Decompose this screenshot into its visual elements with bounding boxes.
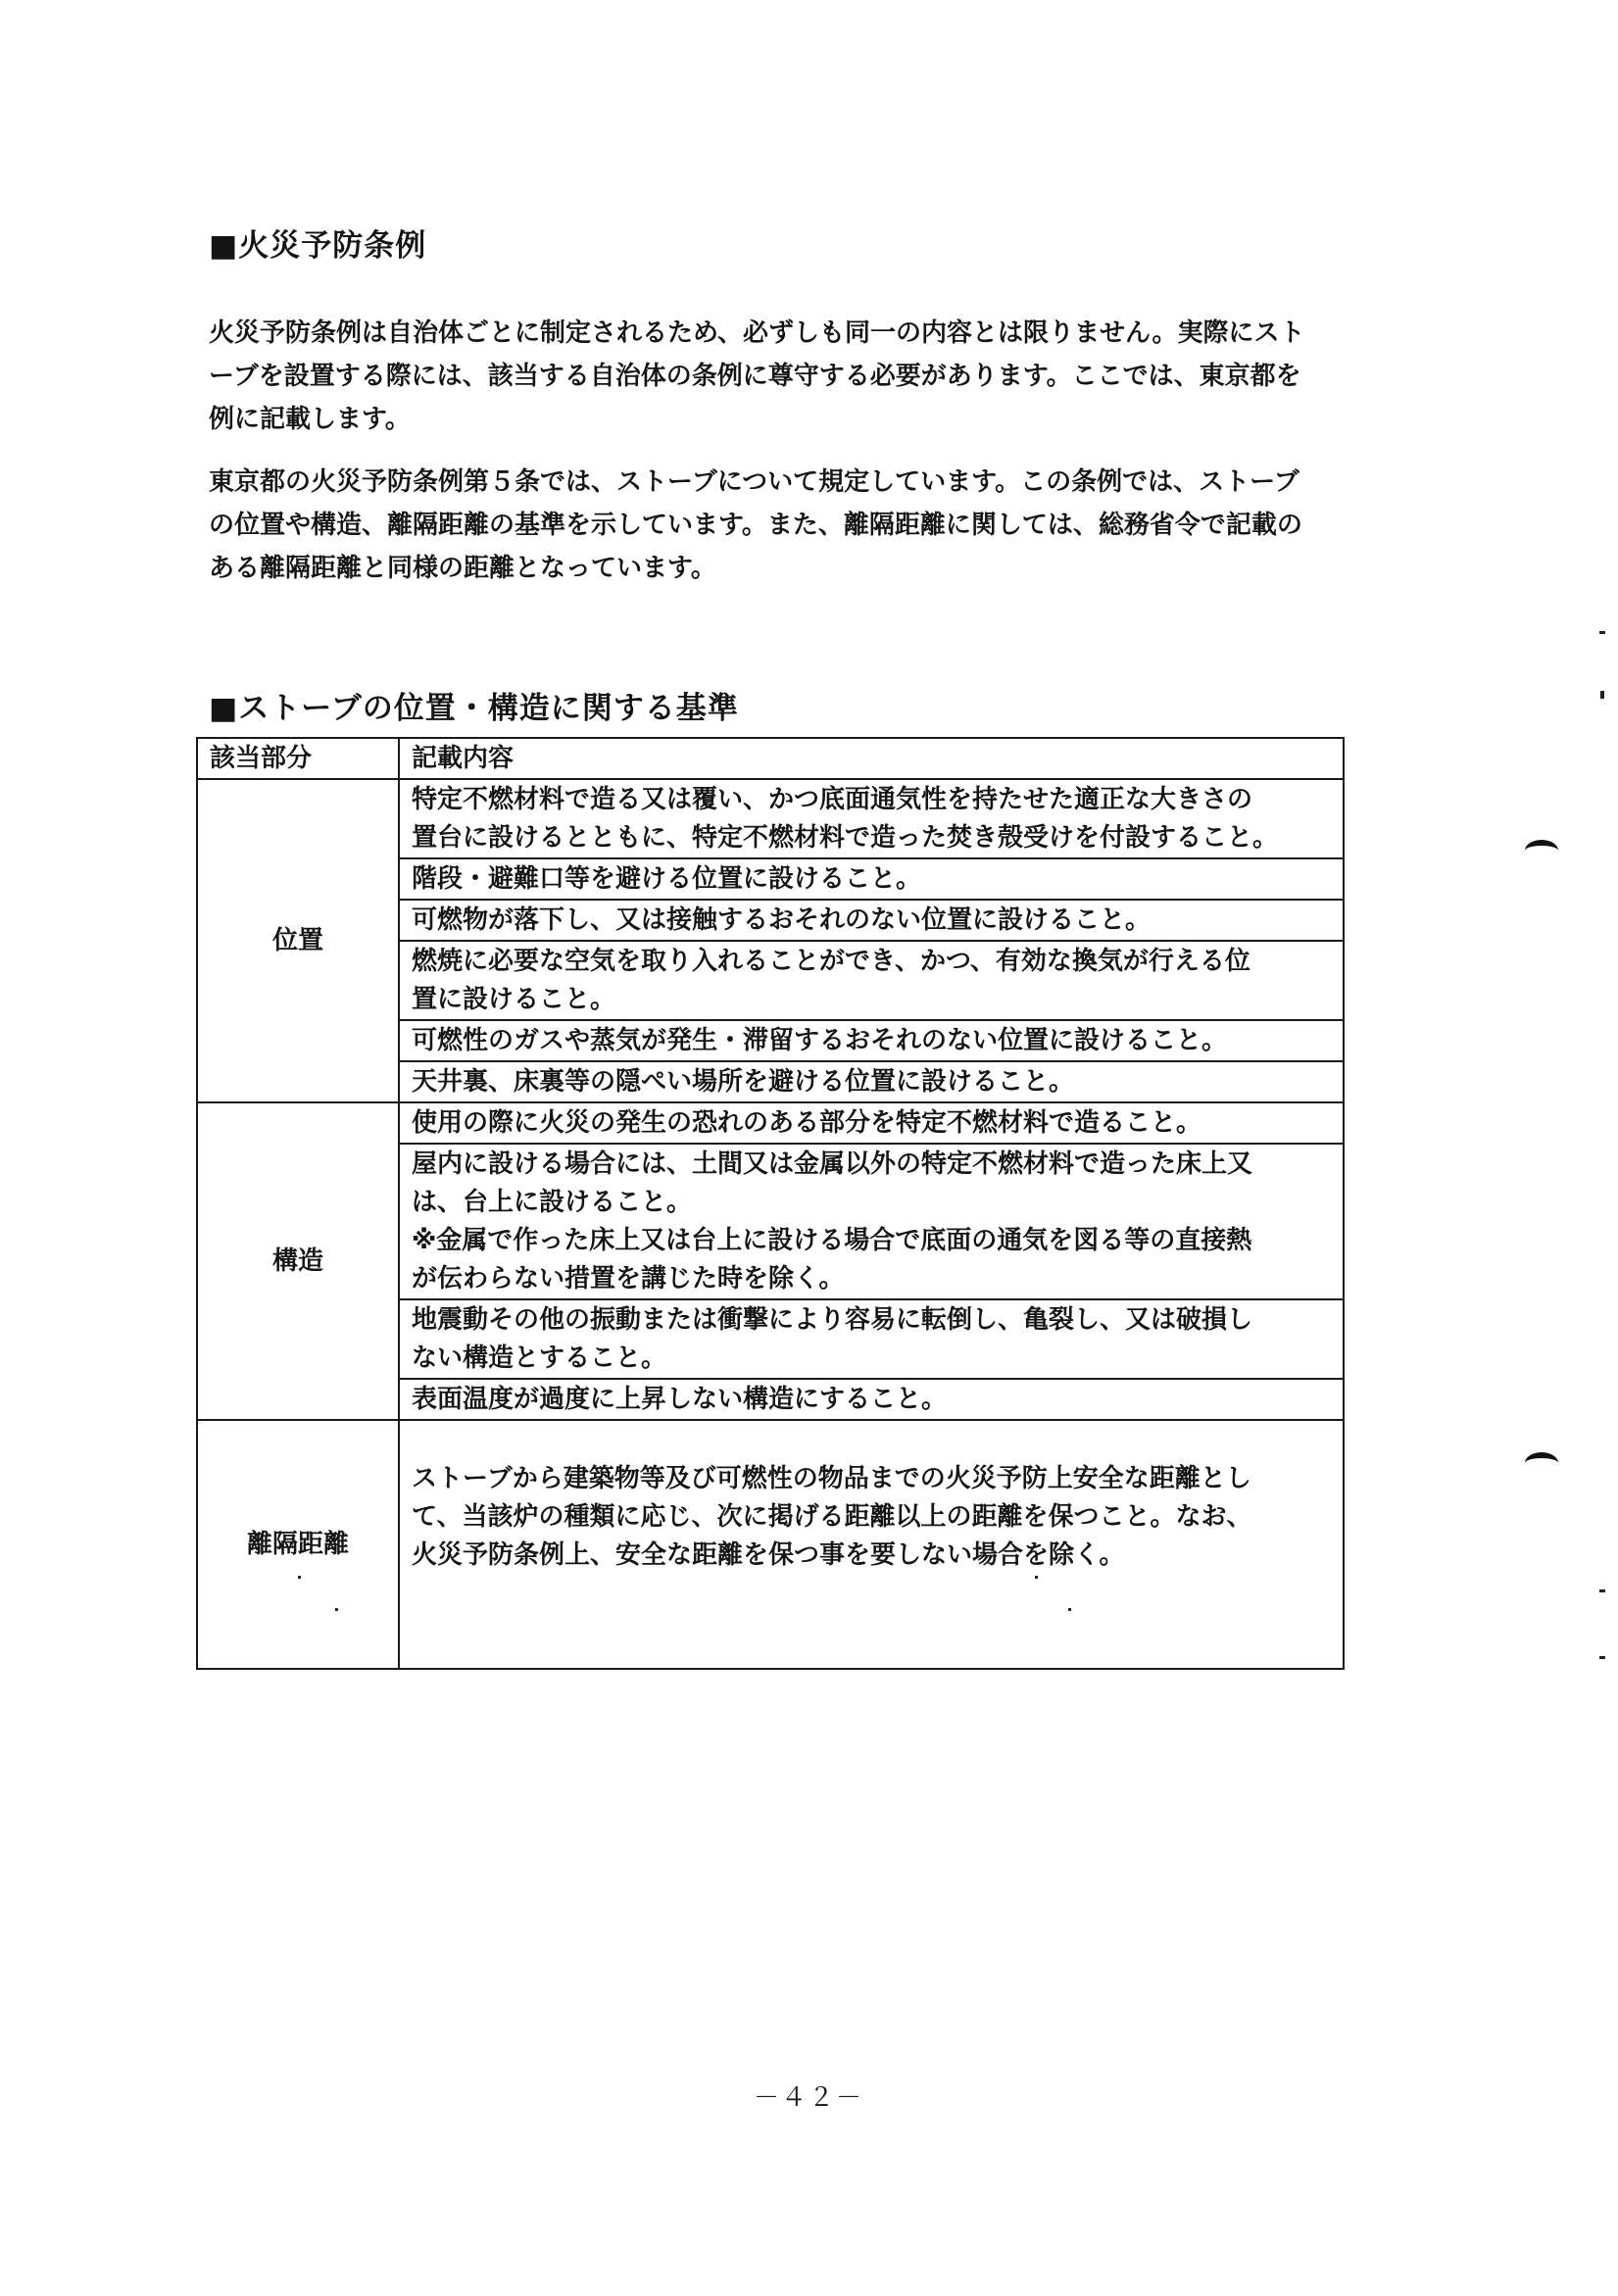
- criteria-table: [196, 737, 1345, 1670]
- item-line: 火災予防条例上、安全な距離を保つ事を要しない場合を除く。: [412, 1540, 1125, 1570]
- item-line: 地震動その他の振動または衝撃により容易に転倒し、亀裂し、又は破損し: [412, 1305, 1253, 1335]
- scan-artifact-dot: [1600, 691, 1604, 699]
- scan-artifact-dot: [335, 1608, 338, 1611]
- part-cell-structure: 構造: [197, 1102, 399, 1420]
- item-line: は、台上に設けること。: [412, 1188, 693, 1217]
- scan-artifact-dot: [298, 1576, 301, 1579]
- text-line: ある離隔距離と同様の距離となっています。: [209, 554, 716, 583]
- item-cell: [399, 1102, 1344, 1144]
- scan-artifact-dot: [1035, 1576, 1038, 1579]
- item-line: 燃焼に必要な空気を取り入れることができ、かつ、有効な換気が行える位: [412, 947, 1250, 976]
- item-line: ない構造とすること。: [412, 1343, 667, 1373]
- item-cell: [399, 779, 1344, 858]
- item-line: 可燃物が落下し、又は接触するおそれのない位置に設けること。: [412, 905, 1152, 935]
- item-cell: [399, 1420, 1344, 1669]
- table-row: [197, 1102, 1344, 1144]
- item-line: 特定不燃材料で造る又は覆い、かつ底面通気性を持たせた適正な大きさの: [412, 785, 1253, 814]
- item-line: 天井裏、床裏等の隠ぺい場所を避ける位置に設けること。: [412, 1067, 1075, 1097]
- part-cell-clearance: 離隔距離: [197, 1420, 399, 1669]
- heading-stove-criteria: ■ストーブの位置・構造に関する基準: [209, 691, 739, 726]
- scan-artifact-mark: [1525, 1452, 1558, 1474]
- item-line: 表面温度が過度に上昇しない構造にすること。: [412, 1385, 948, 1414]
- item-cell: [399, 1299, 1344, 1379]
- item-line: ストーブから建築物等及び可燃性の物品までの火災予防上安全な距離とし: [412, 1464, 1251, 1493]
- item-line: 使用の際に火災の発生の恐れのある部分を特定不燃材料で造ること。: [412, 1108, 1202, 1138]
- item-cell: [399, 900, 1344, 941]
- criteria-table-wrapper: [196, 737, 1345, 1670]
- paragraph-ordinance-intro: [209, 312, 1395, 441]
- text-line: 火災予防条例は自治体ごとに制定されるため、必ずしも同一の内容とは限りません。実際にスト: [209, 318, 1305, 348]
- part-cell-position: 位置: [197, 779, 399, 1102]
- scan-artifact-dot: [1599, 1656, 1605, 1659]
- item-line: ※金属で作った床上又は台上に設ける場合で底面の通気を図る等の直接熱: [412, 1226, 1252, 1255]
- scan-artifact-dot: [1599, 1589, 1605, 1592]
- table-header-row: [197, 738, 1344, 779]
- header-cell-content: 記載内容: [399, 738, 1344, 779]
- page-number: －４２－: [753, 2083, 863, 2113]
- item-line: 置台に設けるとともに、特定不燃材料で造った焚き殻受けを付設すること。: [412, 823, 1279, 853]
- table-row: [197, 779, 1344, 858]
- item-line: 可燃性のガスや蒸気が発生・滞留するおそれのない位置に設けること。: [412, 1026, 1228, 1055]
- item-line: 屋内に設ける場合には、土間又は金属以外の特定不燃材料で造った床上又: [412, 1149, 1253, 1179]
- text-line: の位置や構造、離隔距離の基準を示しています。また、離隔距離に関しては、総務省令で記載の: [209, 511, 1302, 540]
- item-line: 置に設けること。: [412, 985, 616, 1014]
- item-cell: [399, 1061, 1344, 1102]
- item-line: が伝わらない措置を講じた時を除く。: [412, 1264, 845, 1294]
- scan-artifact-mark: [1525, 840, 1558, 861]
- item-cell: [399, 1379, 1344, 1420]
- item-line: 階段・避難口等を避ける位置に設けること。: [412, 864, 922, 894]
- scan-artifact-dot: [1068, 1608, 1071, 1611]
- item-line: て、当該炉の種類に応じ、次に掲げる距離以上の距離を保つこと。なお、: [412, 1502, 1252, 1532]
- table-row: [197, 1420, 1344, 1669]
- text-line: 東京都の火災予防条例第５条では、ストーブについて規定しています。この条例では、ストーブ: [209, 467, 1299, 497]
- scan-artifact-dot: [1599, 631, 1605, 634]
- item-cell: [399, 858, 1344, 900]
- text-line: 例に記載します。: [209, 405, 411, 434]
- item-cell: [399, 941, 1344, 1020]
- paragraph-tokyo-ordinance: [209, 461, 1395, 590]
- header-cell-part: 該当部分: [197, 738, 399, 779]
- heading-fire-prevention-ordinance: ■火災予防条例: [209, 228, 427, 264]
- item-cell: [399, 1144, 1344, 1299]
- item-cell: [399, 1020, 1344, 1061]
- text-line: ーブを設置する際には、該当する自治体の条例に尊守する必要があります。ここでは、東京都を: [209, 362, 1301, 391]
